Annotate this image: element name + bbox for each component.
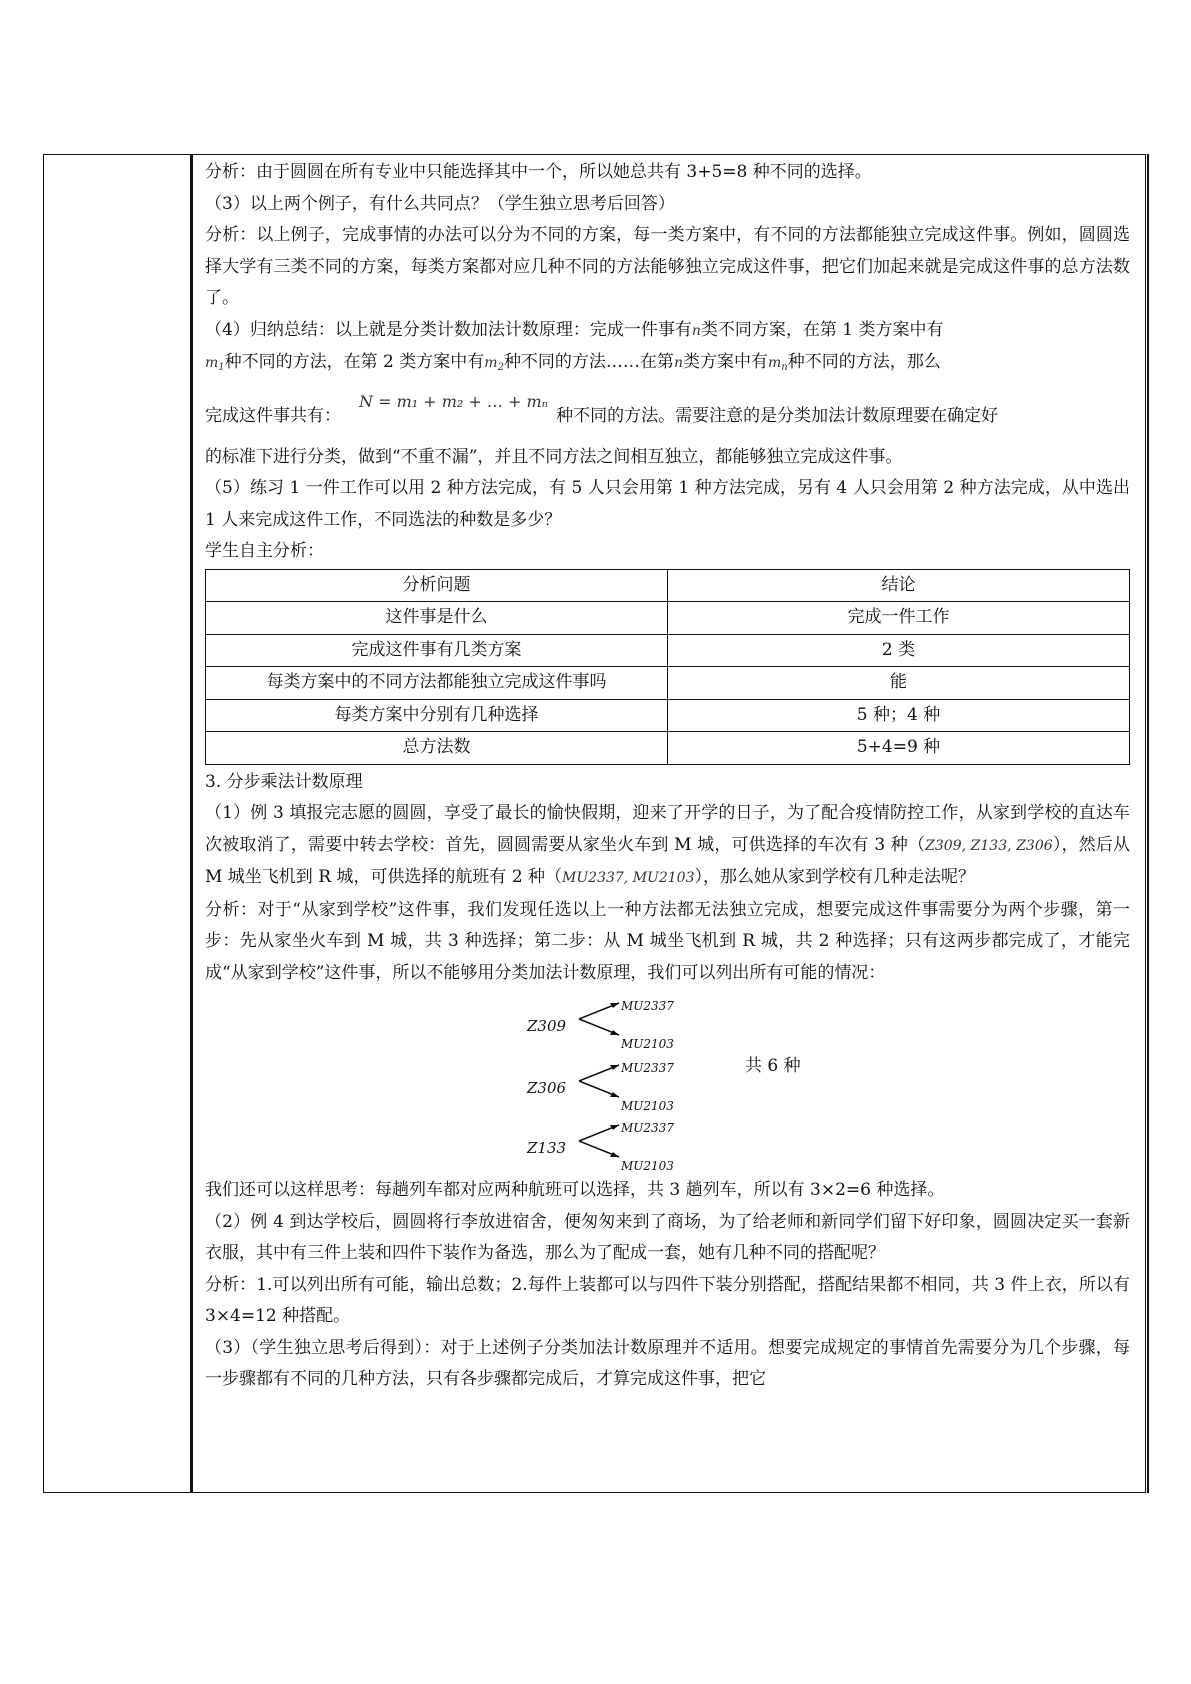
summary-text-f: 种不同的方法，那么 [787,352,941,372]
train-label: Z309 [527,1017,567,1035]
conclusion-3: （3）（学生独立思考后得到）：对于上述例子分类加法计数原理并不适用。想要完成规定的事情首先需要分为几个步骤，每一步骤都有不同的几种方法，只有各步骤都完成后，才算完成这件事，把它 [205,1337,1130,1389]
example-3 [205,798,1130,895]
table-cell: 总方法数 [206,732,668,765]
tree-diagram [205,989,1130,1175]
summary-text-d: 种不同的方法……在第 [503,352,674,372]
section-3-heading: 3. 分步乘法计数原理 [205,771,363,792]
flight-label: MU2337 [621,1061,674,1075]
math-m2: $m_2$ [484,355,504,373]
table-header-cell: 分析问题 [206,569,668,602]
summary-text-c: 种不同的方法，在第 2 类方案中有 [224,352,485,372]
summary-text-b: 类不同方案，在第 1 类方案中有 [700,319,944,340]
flight-label: MU2103 [621,1099,674,1113]
math-m1: $m_1$ [205,355,225,373]
question-3: （3）以上两个例子，有什么共同点？（学生独立思考后回答） [205,193,675,214]
train-label: Z306 [527,1079,567,1097]
table-cell: 能 [668,667,1130,700]
table-row [206,699,1130,732]
column-divider [190,154,193,1493]
table-header-cell: 结论 [668,569,1130,602]
flight-options: MU2337, MU2103 [562,870,695,886]
summary-line-1 [205,315,1130,348]
analysis-line: 分析：由于圆圆在所有专业中只能选择其中一个，所以她总共有 3+5=8 种不同的选择。 [205,162,872,182]
example-4: （2）例 4 到达学校后，圆圆将行李放进宿舍，便匆匆来到了商场，为了给老师和新同学们留下好印象，圆圆决定买一套新衣服，其中有三件上装和四件下装作为备选，那么为了配成一套，她有几种不同的搭配呢？ [205,1211,1130,1263]
analysis-table [205,569,1130,765]
summary-text-g: 完成这件事共有： [205,405,341,426]
example-3-text-b: ），然后从 M 城坐飞机到 R 城，可供选择的航班有 2 种（ [205,834,1131,887]
example-3-text-a: （1）例 3 填报完志愿的圆圆，享受了最长的愉快假期，迎来了开学的日子，为了配合疫情防控工作，从家到学校的直达车次被取消了，需要中转去学校：首先，圆圆需要从家坐火车到 M 城，可供选择的车次有 3 种（ [205,803,1130,855]
table-cell: 完成一件工作 [668,602,1130,635]
table-header-row [206,569,1130,602]
flight-label: MU2337 [621,999,674,1013]
flight-label: MU2337 [621,1121,674,1135]
exercise-1: （5）练习 1 一件工作可以用 2 种方法完成，有 5 人只会用第 1 种方法完成，另有 4 人只会用第 2 种方法完成，从中选出 1 人来完成这件工作，不同选法的种数是多少？ [205,478,1130,530]
summary-text-a: （4）归纳总结：以上就是分类计数加法计数原理：完成一件事有 [205,319,692,340]
table-cell: 5 种；4 种 [668,699,1130,732]
table-cell: 5+4=9 种 [668,732,1130,765]
summary-text-h: 种不同的方法。需要注意的是分类加法计数原理要在确定好 [556,405,999,426]
math-n: n [691,322,701,339]
analysis-4: 分析：1.可以列出所有可能，输出总数；2.每件上装都可以与四件下装分别搭配，搭配结果都不相同，共 3 件上衣，所以有 3×4=12 种搭配。 [205,1274,1130,1326]
table-cell: 每类方案中分别有几种选择 [206,699,668,732]
flight-label: MU2103 [621,1037,674,1051]
table-cell: 2 类 [668,634,1130,667]
analysis-paragraph: 分析：以上例子，完成事情的办法可以分为不同的方案，每一类方案中，有不同的方法都能独立完成这件事。例如，圆圆选择大学有三类不同的方案，每类方案都对应几种不同的方法能够独立完成这件事，把它们加起来就是完成这件事的总方法数了。 [205,225,1130,308]
train-options: Z309, Z133, Z306 [925,837,1053,854]
total-count: 共 6 种 [745,1056,801,1076]
table-row [206,732,1130,765]
train-label: Z133 [527,1139,567,1157]
table-row [206,602,1130,635]
example-3-text-c: ），那么她从家到学校有几种走法呢？ [694,867,975,887]
math-mn: $m_n$ [767,355,788,373]
table-row [206,634,1130,667]
self-analysis-label: 学生自主分析： [205,541,324,561]
frame-right-border [1147,154,1149,1493]
summary-line-3 [205,391,1130,438]
table-cell: 完成这件事有几类方案 [206,634,668,667]
summary-line-4: 的标准下进行分类，做到“不重不漏”，并且不同方法之间相互独立，都能够独立完成这件事。 [205,446,903,467]
flight-label: MU2103 [621,1159,674,1173]
table-cell: 这件事是什么 [206,602,668,635]
thinking-line: 我们还可以这样思考：每趟列车都对应两种航班可以选择，共 3 趟列车，所以有 3×2=6 种选择。 [205,1180,945,1200]
lesson-content [205,157,1130,1396]
summary-line-2 [205,347,1130,384]
sum-formula: N = m₁ + m₂ + … + mₙ [359,391,549,411]
summary-text-e: 类方案中有 [682,352,768,372]
table-row [206,667,1130,700]
math-n-2: n [673,355,683,371]
table-cell: 每类方案中的不同方法都能独立完成这件事吗 [206,667,668,700]
analysis-3: 分析：对于“从家到学校”这件事，我们发现任选以上一种方法都无法独立完成，想要完成这件事需要分为两个步骤，第一步：先从家坐火车到 M 城，共 3 种选择；第二步：从 M 城坐飞机到 R 城，共 2 种选择；只有这两步都完成了，才能完成“从家到学校”这件事，所以不能够用分类加法计数原理，我们可以列出所有可能的情况： [205,899,1130,983]
